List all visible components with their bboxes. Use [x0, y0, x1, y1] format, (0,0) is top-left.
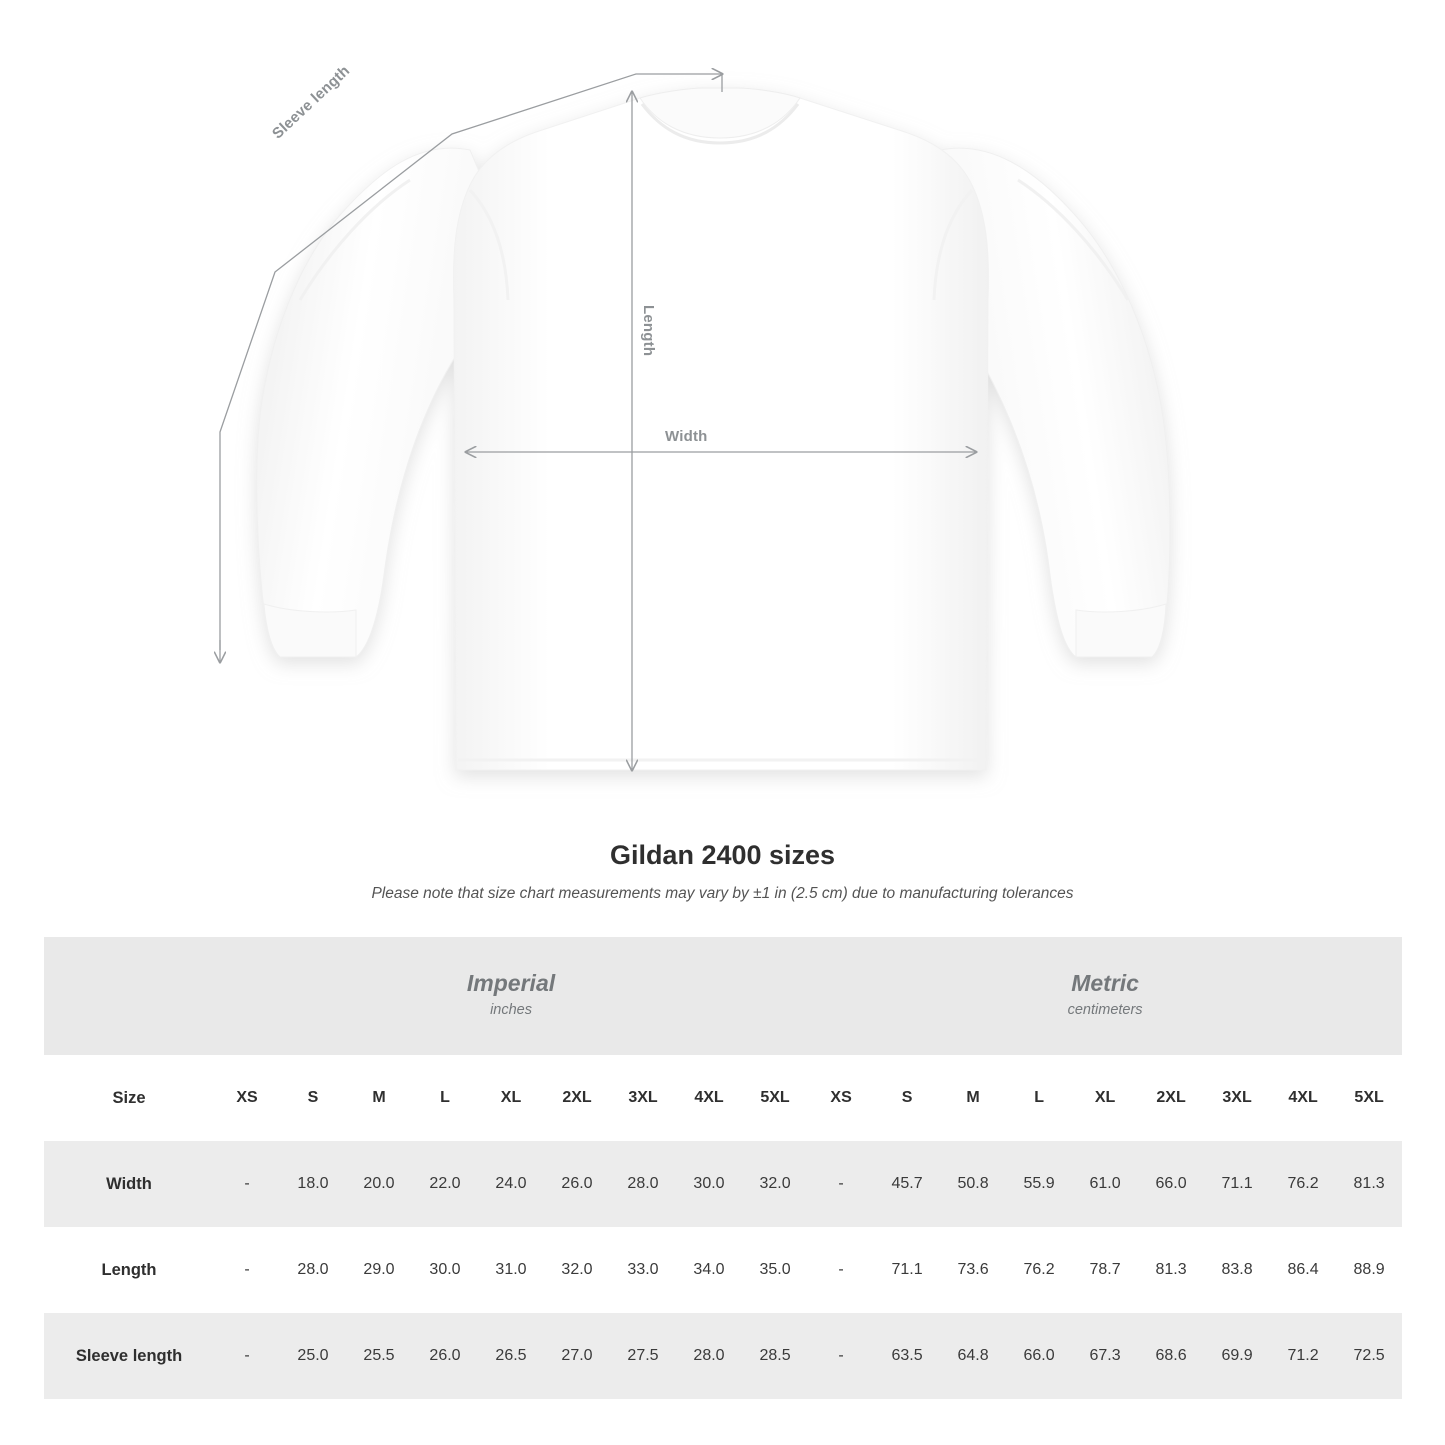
- measurement-cell-metric: 45.7: [874, 1141, 940, 1227]
- measurement-cell-imperial: 20.0: [346, 1141, 412, 1227]
- measurement-cell-metric: 68.6: [1138, 1313, 1204, 1399]
- measurement-cell-imperial: 18.0: [280, 1141, 346, 1227]
- measurement-cell-imperial: 30.0: [412, 1227, 478, 1313]
- measurement-cell-metric: 78.7: [1072, 1227, 1138, 1313]
- measurement-cell-imperial: 26.5: [478, 1313, 544, 1399]
- size-column-header-metric: 2XL: [1138, 1055, 1204, 1141]
- measurement-cell-imperial: 28.0: [610, 1141, 676, 1227]
- table-row: [44, 1227, 1402, 1313]
- size-column-header-metric: XS: [808, 1055, 874, 1141]
- measurement-row-label: Sleeve length: [44, 1313, 214, 1399]
- page-title: Gildan 2400 sizes: [609, 840, 836, 870]
- measurement-cell-imperial: -: [214, 1141, 280, 1227]
- left-cuff: [264, 604, 356, 657]
- measurement-cell-imperial: 32.0: [742, 1141, 808, 1227]
- size-column-header-metric: M: [940, 1055, 1006, 1141]
- size-column-header-imperial: S: [280, 1055, 346, 1141]
- title-block: [0, 840, 1445, 903]
- size-column-header-imperial: L: [412, 1055, 478, 1141]
- size-column-header-metric: 3XL: [1204, 1055, 1270, 1141]
- measurement-cell-imperial: 27.0: [544, 1313, 610, 1399]
- measurement-cell-metric: 50.8: [940, 1141, 1006, 1227]
- size-column-header-metric: L: [1006, 1055, 1072, 1141]
- measurement-cell-metric: 71.1: [874, 1227, 940, 1313]
- size-column-header-metric: 4XL: [1270, 1055, 1336, 1141]
- measurement-row-label: Length: [44, 1227, 214, 1313]
- unit-header-metric: [808, 937, 1402, 1055]
- measurement-cell-metric: 66.0: [1138, 1141, 1204, 1227]
- size-column-header-imperial: 4XL: [676, 1055, 742, 1141]
- sleeve-length-label: Sleeve length: [269, 62, 354, 143]
- measurement-cell-imperial: 26.0: [412, 1313, 478, 1399]
- measurement-cell-metric: 61.0: [1072, 1141, 1138, 1227]
- size-chart-table: [44, 937, 1402, 1399]
- size-column-header-imperial: XL: [478, 1055, 544, 1141]
- measurement-cell-imperial: 33.0: [610, 1227, 676, 1313]
- measurement-cell-metric: 83.8: [1204, 1227, 1270, 1313]
- table-row: [44, 1313, 1402, 1399]
- measurement-cell-metric: 71.2: [1270, 1313, 1336, 1399]
- measurement-cell-imperial: 26.0: [544, 1141, 610, 1227]
- measurement-cell-metric: -: [808, 1227, 874, 1313]
- measurement-row-label: Width: [44, 1141, 214, 1227]
- measurement-cell-metric: 73.6: [940, 1227, 1006, 1313]
- measurement-cell-metric: -: [808, 1313, 874, 1399]
- unit-name-metric: Metric: [1071, 969, 1139, 996]
- shirt-shape: [257, 88, 1170, 770]
- size-column-header-imperial: M: [346, 1055, 412, 1141]
- table-row: [44, 1141, 1402, 1227]
- measurement-cell-imperial: 25.0: [280, 1313, 346, 1399]
- unit-sub-metric: centimeters: [1067, 1002, 1143, 1019]
- measurement-cell-imperial: 28.0: [676, 1313, 742, 1399]
- size-column-header-imperial: 3XL: [610, 1055, 676, 1141]
- width-label: Width: [665, 428, 708, 445]
- measurement-cell-metric: 67.3: [1072, 1313, 1138, 1399]
- size-header-cell: Size: [44, 1055, 214, 1141]
- size-column-header-metric: S: [874, 1055, 940, 1141]
- measurement-cell-metric: 69.9: [1204, 1313, 1270, 1399]
- unit-sub-imperial: inches: [490, 1002, 532, 1019]
- measurement-cell-imperial: 30.0: [676, 1141, 742, 1227]
- size-table-body: [44, 1055, 1402, 1399]
- measurement-cell-metric: 72.5: [1336, 1313, 1402, 1399]
- measurement-cell-metric: 86.4: [1270, 1227, 1336, 1313]
- measurement-cell-metric: 71.1: [1204, 1141, 1270, 1227]
- unit-name-imperial: Imperial: [466, 969, 556, 996]
- measurement-cell-metric: 81.3: [1138, 1227, 1204, 1313]
- measurement-cell-metric: -: [808, 1141, 874, 1227]
- measurement-cell-imperial: 29.0: [346, 1227, 412, 1313]
- measurement-cell-imperial: 25.5: [346, 1313, 412, 1399]
- measurement-cell-imperial: 31.0: [478, 1227, 544, 1313]
- unit-header-imperial: [214, 937, 808, 1055]
- measurement-cell-metric: 76.2: [1270, 1141, 1336, 1227]
- unit-header-spacer: [44, 937, 214, 1055]
- measurement-cell-imperial: -: [214, 1313, 280, 1399]
- length-label: Length: [640, 305, 657, 357]
- size-column-header-metric: 5XL: [1336, 1055, 1402, 1141]
- measurement-cell-metric: 81.3: [1336, 1141, 1402, 1227]
- measurement-cell-imperial: 28.5: [742, 1313, 808, 1399]
- measurement-cell-imperial: 34.0: [676, 1227, 742, 1313]
- measurement-cell-imperial: 27.5: [610, 1313, 676, 1399]
- measurement-cell-metric: 64.8: [940, 1313, 1006, 1399]
- size-header-row: [44, 1055, 1402, 1141]
- tolerance-note: Please note that size chart measurements may vary by ±1 in (2.5 cm) due to manufacturing tolerances: [371, 885, 1074, 902]
- measurement-cell-imperial: 24.0: [478, 1141, 544, 1227]
- measurement-cell-metric: 66.0: [1006, 1313, 1072, 1399]
- measurement-cell-imperial: 22.0: [412, 1141, 478, 1227]
- size-column-header-imperial: 2XL: [544, 1055, 610, 1141]
- measurement-cell-metric: 88.9: [1336, 1227, 1402, 1313]
- measurement-cell-metric: 76.2: [1006, 1227, 1072, 1313]
- measurement-cell-imperial: 35.0: [742, 1227, 808, 1313]
- unit-header-row: [44, 937, 1402, 1055]
- size-column-header-imperial: 5XL: [742, 1055, 808, 1141]
- right-cuff: [1076, 604, 1166, 657]
- measurement-cell-imperial: -: [214, 1227, 280, 1313]
- size-table-container: [44, 937, 1401, 1399]
- size-column-header-metric: XL: [1072, 1055, 1138, 1141]
- measurement-cell-imperial: 32.0: [544, 1227, 610, 1313]
- measurement-cell-metric: 55.9: [1006, 1141, 1072, 1227]
- size-column-header-imperial: XS: [214, 1055, 280, 1141]
- measurement-cell-imperial: 28.0: [280, 1227, 346, 1313]
- shirt-body: [454, 88, 989, 770]
- measurement-cell-metric: 63.5: [874, 1313, 940, 1399]
